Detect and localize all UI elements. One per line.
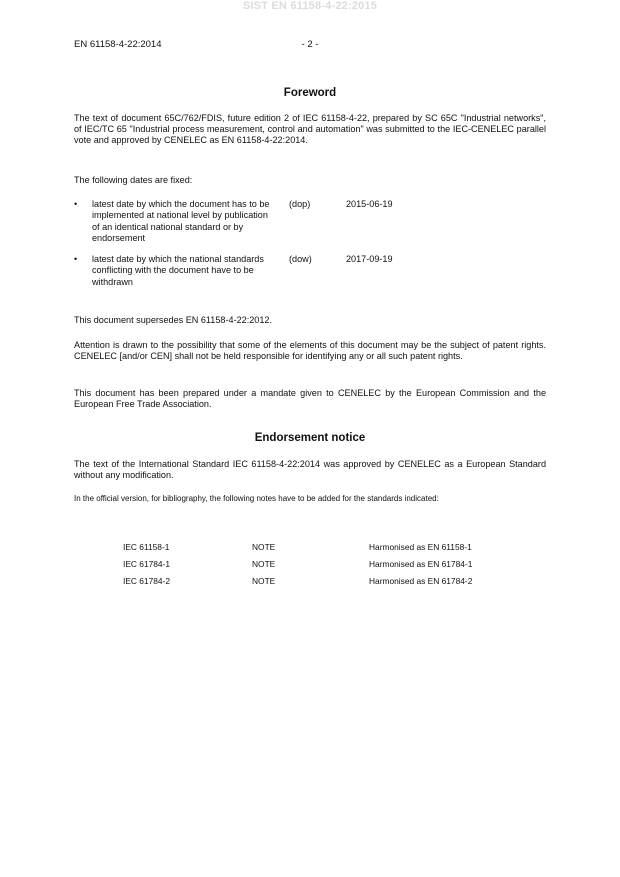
standard-harmonised: Harmonised as EN 61784-2 xyxy=(369,576,473,586)
supersedes-paragraph: This document supersedes EN 61158-4-22:2012. xyxy=(74,315,272,325)
foreword-title: Foreword xyxy=(283,87,337,99)
date-item-date: 2017-09-19 xyxy=(346,254,393,264)
bullet: • xyxy=(74,254,78,264)
standard-id: IEC 61784-2 xyxy=(123,576,171,586)
watermark: SIST EN 61158-4-22:2015 xyxy=(242,0,378,12)
standard-note: NOTE xyxy=(252,559,276,569)
bibliography-note: In the official version, for bibliography, the following notes have to be added for the standards indicated: xyxy=(74,494,439,503)
endorsement-paragraph: The text of the International Standard IEC 61158-4-22:2014 was approved by CENELEC as a European Standard without any modification. xyxy=(74,459,546,481)
header-doc-id: EN 61158-4-22:2014 xyxy=(74,39,162,50)
date-item-code: (dow) xyxy=(289,254,312,264)
date-item-code: (dop) xyxy=(289,199,311,209)
endorsement-title: Endorsement notice xyxy=(254,432,366,444)
date-item-date: 2015-06-19 xyxy=(346,199,393,209)
attention-paragraph: Attention is drawn to the possibility that some of the elements of this document may be the subject of patent rights. CENELEC [and/or CEN] shall not be held responsible for identifying any or all such patent rights. xyxy=(74,340,546,362)
standard-note: NOTE xyxy=(252,542,276,552)
dates-intro: The following dates are fixed: xyxy=(74,175,193,185)
bullet: • xyxy=(74,199,78,209)
standard-harmonised: Harmonised as EN 61784-1 xyxy=(369,559,473,569)
mandate-paragraph: This document has been prepared under a mandate given to CENELEC by the European Commission and the European Free Trade Association. xyxy=(74,388,546,410)
standard-note: NOTE xyxy=(252,576,276,586)
header-page-number: - 2 - xyxy=(301,39,319,50)
standard-harmonised: Harmonised as EN 61158-1 xyxy=(369,542,472,552)
date-item-text: latest date by which the national standards conflicting with the document have to be withdrawn xyxy=(92,254,264,287)
standard-id: IEC 61158-1 xyxy=(123,542,170,552)
standard-id: IEC 61784-1 xyxy=(123,559,171,569)
foreword-paragraph: The text of document 65C/762/FDIS, future edition 2 of IEC 61158-4-22, prepared by SC 65C "Industrial networks", of IEC/TC 65 "Industrial process measurement, control and automation" was submitted to the IEC-CENELEC parallel vote and approved by CENELEC as EN 61158-4-22:2014. xyxy=(74,113,546,146)
date-item-text: latest date by which the document has to be implemented at national level by publication of an identical national standard or by endorsement xyxy=(92,199,270,243)
